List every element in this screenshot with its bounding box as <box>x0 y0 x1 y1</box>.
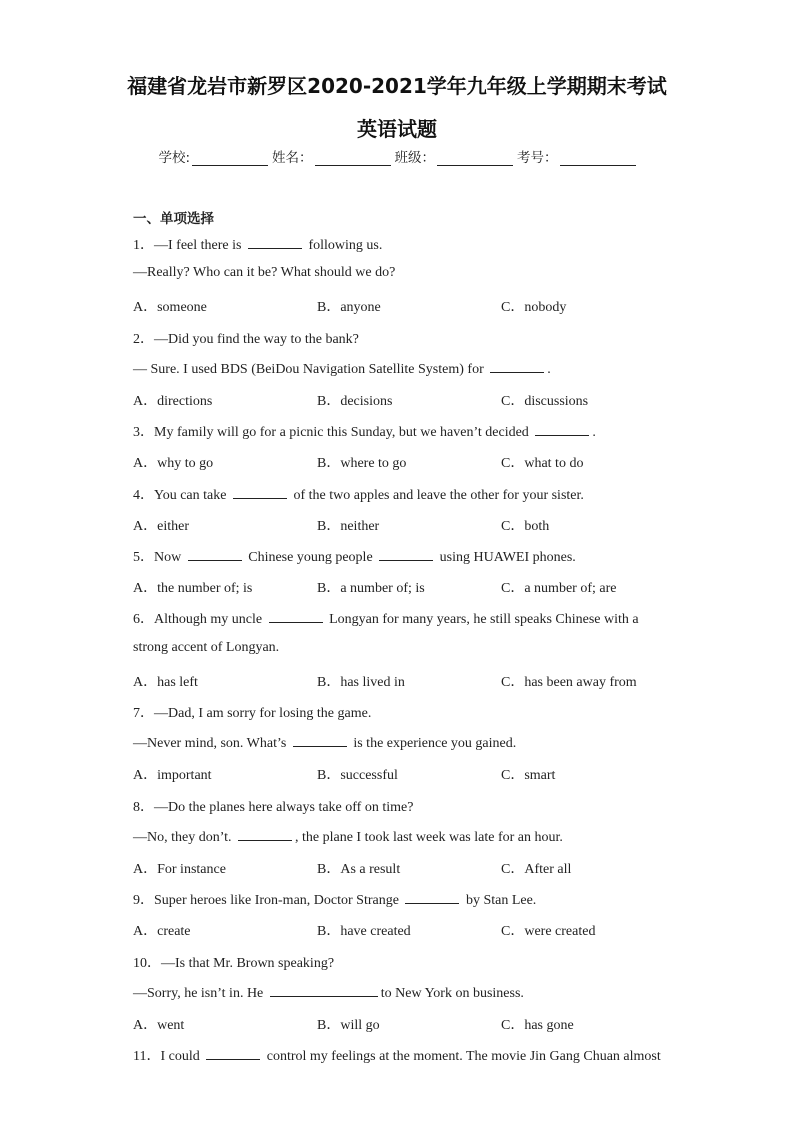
q2-option-c: C．discussions <box>501 394 589 409</box>
q4-text-b: of the two apples and leave the other for your sister. <box>289 488 584 503</box>
q8-option-c: C．After all <box>501 862 572 877</box>
class-label: 班级： <box>394 150 436 166</box>
q2-text-b: . <box>547 362 551 377</box>
q9-option-b: B．have created <box>317 924 411 939</box>
q1-option-c: C．nobody <box>501 300 567 315</box>
school-blank[interactable] <box>192 151 268 166</box>
q9-option-c: C．were created <box>501 924 596 939</box>
answer-blank <box>379 547 433 561</box>
answer-blank <box>293 733 347 747</box>
answer-blank <box>269 609 323 623</box>
q10-option-b: B．will go <box>317 1018 380 1033</box>
document-title-line1: 福建省龙岩市新罗区2020-2021学年九年级上学期期末考试 <box>127 74 667 98</box>
question-2-line-2 <box>133 359 551 378</box>
question-4-stem <box>133 484 584 504</box>
name-label: 姓名： <box>272 150 313 166</box>
q7-option-b: B．successful <box>317 768 398 783</box>
question-5-stem <box>133 546 576 566</box>
answer-blank <box>233 485 287 499</box>
q3-option-a: A．why to go <box>133 456 214 471</box>
question-7-stem: 7．—Dad, I am sorry for losing the game. <box>133 706 372 721</box>
q9-text-b: by Stan Lee. <box>462 893 537 908</box>
answer-blank <box>248 235 302 249</box>
q1-option-a: A．someone <box>133 300 207 315</box>
q5-text-a: 5．Now <box>133 550 185 565</box>
q2-option-b: B．decisions <box>317 394 393 409</box>
q8-text-a: —No, they don’t. <box>133 830 236 845</box>
q11-text-a: 11．I could <box>133 1049 204 1064</box>
q1-option-b: B．anyone <box>317 300 381 315</box>
q3-text-a: 3．My family will go for a picnic this Sunday, but we haven’t decided <box>133 425 533 440</box>
q10-text-a: —Sorry, he isn’t in. He <box>133 986 267 1001</box>
exam-number-label: 考号： <box>517 150 558 166</box>
q8-option-a: A．For instance <box>133 862 226 877</box>
q10-option-a: A．went <box>133 1018 185 1033</box>
document-title-line2: 英语试题 <box>357 117 437 141</box>
q1-text-a: 1．—I feel there is <box>133 238 245 253</box>
q4-option-c: C．both <box>501 519 550 534</box>
question-1-line-2: —Really? Who can it be? What should we do? <box>133 265 396 280</box>
q6-option-c: C．has been away from <box>501 675 637 690</box>
question-6-line-2: strong accent of Longyan. <box>133 640 280 655</box>
question-1-stem <box>133 234 382 254</box>
q6-text-a: 6．Although my uncle <box>133 612 266 627</box>
q3-option-b: B．where to go <box>317 456 407 471</box>
answer-blank <box>206 1046 260 1060</box>
q10-option-c: C．has gone <box>501 1018 574 1033</box>
q5-text-b: Chinese young people <box>244 550 377 565</box>
question-6-stem <box>133 608 639 628</box>
name-blank[interactable] <box>315 151 391 166</box>
answer-blank <box>405 890 459 904</box>
q4-text-a: 4．You can take <box>133 488 230 503</box>
section-title: 一、单项选择 <box>133 211 214 227</box>
exam-number-blank[interactable] <box>560 151 636 166</box>
q7-text-b: is the experience you gained. <box>349 736 517 751</box>
question-10-line-2 <box>133 983 524 1002</box>
q8-option-b: B．As a result <box>317 862 401 877</box>
question-9-stem <box>133 889 536 909</box>
class-blank[interactable] <box>437 151 513 166</box>
answer-blank <box>270 983 378 997</box>
question-8-stem: 8．—Do the planes here always take off on time? <box>133 800 414 815</box>
q5-text-c: using HUAWEI phones. <box>436 550 576 565</box>
q5-option-b: B．a number of; is <box>317 581 425 596</box>
q3-text-b: . <box>592 425 596 440</box>
q1-text-b: following us. <box>304 238 383 253</box>
q3-option-c: C．what to do <box>501 456 584 471</box>
q2-option-a: A．directions <box>133 394 213 409</box>
q4-option-b: B．neither <box>317 519 380 534</box>
q7-option-a: A．important <box>133 768 212 783</box>
q6-option-a: A．has left <box>133 675 198 690</box>
q6-option-b: B．has lived in <box>317 675 405 690</box>
q9-option-a: A．create <box>133 924 191 939</box>
question-11-stem <box>133 1045 661 1065</box>
question-7-line-2 <box>133 733 516 752</box>
q2-text-a: — Sure. I used BDS (BeiDou Navigation Satellite System) for <box>133 362 488 377</box>
q10-text-b: to New York on business. <box>380 986 524 1001</box>
answer-blank <box>535 422 589 436</box>
q8-text-b: , the plane I took last week was late for an hour. <box>295 830 563 845</box>
q7-option-c: C．smart <box>501 768 556 783</box>
q4-option-a: A．either <box>133 519 189 534</box>
answer-blank <box>188 547 242 561</box>
answer-blank <box>490 359 544 373</box>
q6-text-b: Longyan for many years, he still speaks Chinese with a <box>325 612 639 627</box>
school-label: 学校: <box>158 150 191 166</box>
student-info-row <box>0 146 794 166</box>
question-3-stem <box>133 421 596 441</box>
answer-blank <box>238 827 292 841</box>
q7-text-a: —Never mind, son. What’s <box>133 736 290 751</box>
question-2-stem: 2．—Did you find the way to the bank? <box>133 332 359 347</box>
q11-text-b: control my feelings at the moment. The movie Jin Gang Chuan almost <box>263 1049 661 1064</box>
q5-option-a: A．the number of; is <box>133 581 253 596</box>
q5-option-c: C．a number of; are <box>501 581 617 596</box>
question-10-stem: 10．—Is that Mr. Brown speaking? <box>133 956 335 971</box>
q9-text-a: 9．Super heroes like Iron-man, Doctor Strange <box>133 893 403 908</box>
question-8-line-2 <box>133 827 563 846</box>
